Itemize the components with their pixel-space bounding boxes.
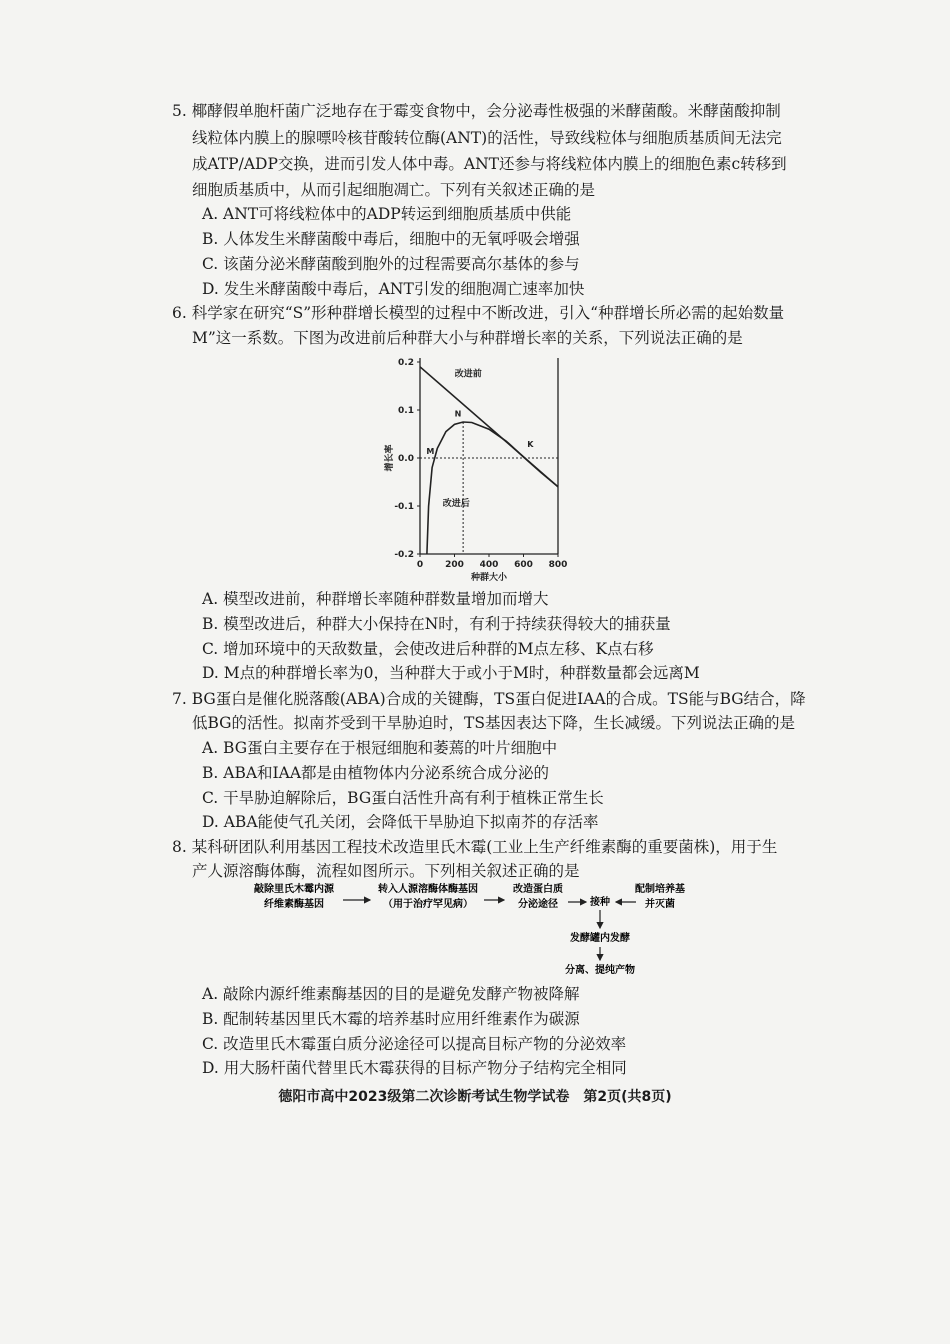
- flow-step-purify: 分离、提纯产物: [565, 965, 635, 976]
- flow-step-ferment: 发酵罐内发酵: [570, 933, 630, 944]
- flow-step-transfer-2: （用于治疗罕见病）: [383, 899, 473, 910]
- annotation-after: 改进后: [442, 499, 470, 509]
- y-axis-label: 增长率: [385, 444, 395, 472]
- flow-step-transfer: 转入人源溶酶体酶基因: [378, 884, 478, 895]
- y-tick-label: 0.0: [398, 454, 414, 464]
- flow-step-medium-2: 并灭菌: [645, 899, 675, 910]
- q8-option-b: B. 配制转基因里氏木霉的培养基时应用纤维素作为碳源: [202, 1010, 580, 1028]
- q7-stem-line-2: 低BG的活性。拟南芥受到干旱胁迫时，TS基因表达下降，生长减缓。下列说法正确的是: [192, 714, 796, 732]
- flow-step-knockout-2: 纤维素酶基因: [264, 899, 324, 910]
- x-tick-label: 200: [445, 560, 464, 570]
- q7-option-c: C. 干旱胁迫解除后，BG蛋白活性升高有利于植株正常生长: [202, 789, 604, 807]
- q6-option-c: C. 增加环境中的天敌数量，会使改进后种群的M点左移、K点右移: [202, 640, 654, 658]
- x-tick-label: 600: [514, 560, 533, 570]
- x-tick-label: 0: [416, 560, 424, 570]
- x-axis-label: 种群大小: [470, 573, 508, 583]
- growth-rate-chart: [360, 348, 590, 588]
- q6-stem-line-2: M”这一系数。下图为改进前后种群大小与种群增长率的关系，下列说法正确的是: [192, 329, 743, 347]
- point-label-m: M: [426, 447, 435, 456]
- flow-step-secretion: 改造蛋白质: [513, 884, 563, 895]
- q8-option-a: A. 敲除内源纤维素酶基因的目的是避免发酵产物被降解: [202, 985, 580, 1003]
- q5-option-b: B. 人体发生米酵菌酸中毒后，细胞中的无氧呼吸会增强: [202, 230, 580, 248]
- y-tick-label: 0.2: [398, 358, 414, 368]
- y-tick-label: -0.1: [394, 502, 414, 512]
- q5-option-d: D. 发生米酵菌酸中毒后，ANT引发的细胞凋亡速率加快: [202, 280, 585, 298]
- q8-option-d: D. 用大肠杆菌代替里氏木霉获得的目标产物分子结构完全相同: [202, 1059, 627, 1077]
- q5-stem-line-1: 5. 椰酵假单胞杆菌广泛地存在于霉变食物中，会分泌毒性极强的米酵菌酸。米酵菌酸抑制: [172, 102, 781, 120]
- q7-option-b: B. ABA和IAA都是由植物体内分泌系统合成分泌的: [202, 764, 550, 782]
- q8-stem-line-2: 产人源溶酶体酶，流程如图所示。下列相关叙述正确的是: [192, 862, 580, 880]
- q5-stem-line-4: 细胞质基质中，从而引起细胞凋亡。下列有关叙述正确的是: [192, 181, 596, 199]
- annotation-before: 改进前: [454, 369, 482, 380]
- q6-option-a: A. 模型改进前，种群增长率随种群数量增加而增大: [202, 590, 549, 608]
- flow-step-medium: 配制培养基: [635, 884, 685, 895]
- point-label-n: N: [454, 409, 462, 419]
- q5-option-c: C. 该菌分泌米酵菌酸到胞外的过程需要高尔基体的参与: [202, 255, 580, 273]
- q8-option-c: C. 改造里氏木霉蛋白质分泌途径可以提高目标产物的分泌效率: [202, 1035, 627, 1053]
- q7-option-d: D. ABA能使气孔关闭，会降低干旱胁迫下拟南芥的存活率: [202, 813, 599, 831]
- flow-step-knockout: 敲除里氏木霉内源: [254, 884, 334, 895]
- chart-axes: [417, 358, 558, 557]
- process-flowchart: [248, 880, 688, 980]
- q6-stem-line-1: 6. 科学家在研究“S”形种群增长模型的过程中不断改进，引入“种群增长所必需的起始数量: [172, 304, 785, 322]
- q6-option-d: D. M点的种群增长率为0，当种群大于或小于M时，种群数量都会远离M: [202, 664, 700, 682]
- q5-option-a: A. ANT可将线粒体中的ADP转运到细胞质基质中供能: [202, 205, 572, 223]
- series-after-line: [427, 422, 558, 554]
- q7-stem-line-1: 7. BG蛋白是催化脱落酸(ABA)合成的关键酶，TS蛋白促进IAA的合成。TS能与BG结合，降: [172, 690, 806, 708]
- point-label-k: K: [527, 439, 534, 449]
- q8-stem-line-1: 8. 某科研团队利用基因工程技术改造里氏木霉(工业上生产纤维素酶的重要菌株)，用于生: [172, 838, 778, 856]
- flow-step-inoculate: 接种: [590, 897, 610, 908]
- flow-step-secretion-2: 分泌途径: [518, 899, 558, 910]
- q6-option-b: B. 模型改进后，种群大小保持在N时，有利于持续获得较大的捕获量: [202, 615, 671, 633]
- q5-stem-line-2: 线粒体内膜上的腺嘌呤核苷酸转位酶(ANT)的活性，导致线粒体与细胞质基质间无法完: [192, 129, 782, 147]
- y-tick-label: -0.2: [394, 550, 414, 560]
- y-tick-label: 0.1: [398, 406, 414, 416]
- q5-stem-line-3: 成ATP/ADP交换，进而引发人体中毒。ANT还参与将线粒体内膜上的细胞色素c转移到: [192, 155, 787, 173]
- q7-option-a: A. BG蛋白主要存在于根冠细胞和萎蔫的叶片细胞中: [202, 739, 558, 757]
- chart-marks: [420, 367, 558, 554]
- x-tick-label: 400: [479, 560, 499, 570]
- x-tick-label: 800: [548, 560, 568, 570]
- page-footer: 德阳市高中2023级第二次诊断考试生物学试卷 第2页(共8页): [278, 1089, 672, 1105]
